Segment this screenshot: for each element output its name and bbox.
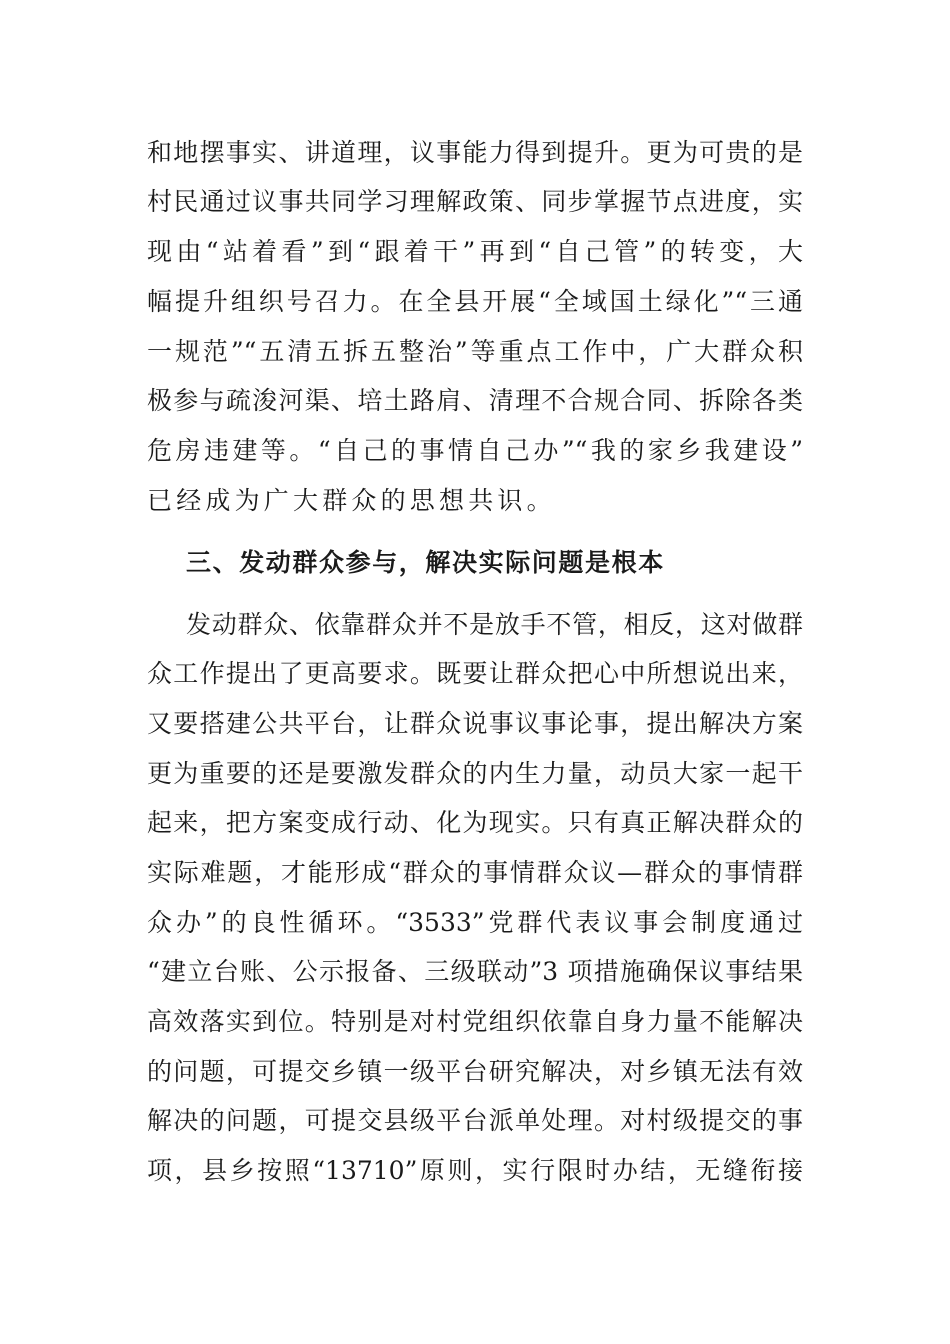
paragraph-1-line-6: 极参与疏浚河渠、培土路肩、清理不合规合同、拆除各类 xyxy=(147,386,803,415)
paragraph-1-line-2: 村民通过议事共同学习理解政策、同步掌握节点进度，实 xyxy=(147,187,803,216)
paragraph-1-line-1: 和地摆事实、讲道理，议事能力得到提升。更为可贵的是 xyxy=(147,138,803,167)
paragraph-2-line-4: 更为重要的还是要激发群众的内生力量，动员大家一起干 xyxy=(147,759,803,788)
paragraph-1-line-7: 危房违建等。“自己的事情自己办”“我的家乡我建设” xyxy=(147,436,803,465)
paragraph-1-line-4: 幅提升组织号召力。在全县开展“全域国土绿化”“三通 xyxy=(147,287,803,316)
paragraph-2-line-7: 众办”的良性循环。“3533”党群代表议事会制度通过 xyxy=(147,908,803,937)
paragraph-2-line-10: 的问题，可提交乡镇一级平台研究解决，对乡镇无法有效 xyxy=(147,1057,803,1086)
paragraph-2-line-3: 又要搭建公共平台，让群众说事议事论事，提出解决方案 xyxy=(147,709,803,738)
paragraph-1-line-8: 已经成为广大群众的思想共识。 xyxy=(147,486,556,515)
paragraph-2-line-6: 实际难题，才能形成“群众的事情群众议—群众的事情群 xyxy=(147,858,803,887)
paragraph-1-line-3: 现由“站着看”到“跟着干”再到“自己管”的转变，大 xyxy=(147,237,803,266)
paragraph-2-line-12: 项，县乡按照“13710”原则，实行限时办结，无缝衔接 xyxy=(147,1156,803,1185)
paragraph-2-line-5: 起来，把方案变成行动、化为现实。只有真正解决群众的 xyxy=(147,808,803,837)
section-heading: 三、发动群众参与，解决实际问题是根本 xyxy=(186,548,665,577)
paragraph-2-line-2: 众工作提出了更高要求。既要让群众把心中所想说出来， xyxy=(147,659,803,688)
paragraph-2-line-11: 解决的问题，可提交县级平台派单处理。对村级提交的事 xyxy=(147,1106,803,1135)
paragraph-2-line-9: 高效落实到位。特别是对村党组织依靠自身力量不能解决 xyxy=(147,1007,803,1036)
paragraph-2-line-8: “建立台账、公示报备、三级联动”3 项措施确保议事结果 xyxy=(147,957,803,986)
paragraph-1-line-5: 一规范”“五清五拆五整治”等重点工作中，广大群众积 xyxy=(147,337,803,366)
paragraph-2-line-1: 发动群众、依靠群众并不是放手不管，相反，这对做群 xyxy=(186,610,803,639)
